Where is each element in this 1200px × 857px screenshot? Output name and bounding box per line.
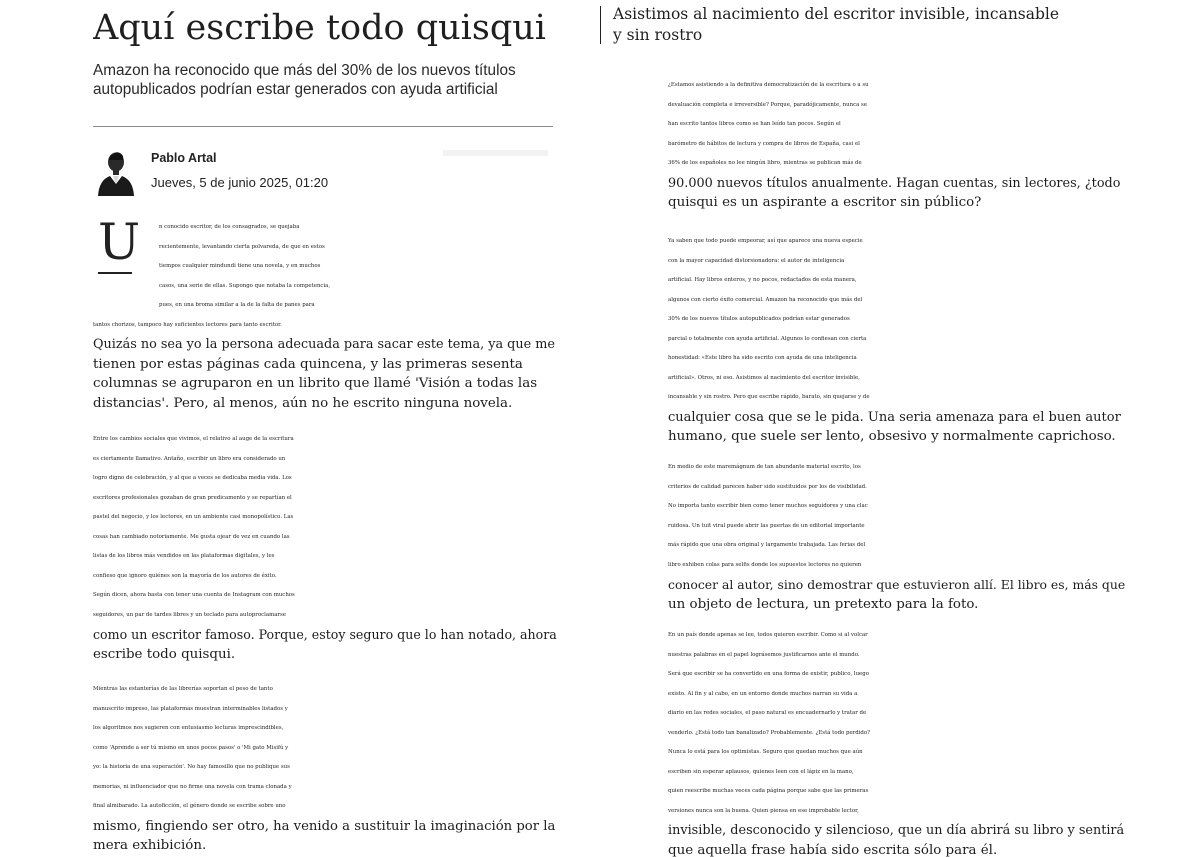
text-line: es ciertamente llamativo. Antaño, escribir un libro era considerado un [93, 455, 286, 462]
text-line: escriben sin esperar aplausos, quienes leen con el lápiz en la mano, [668, 768, 854, 775]
text-line: cosas han cambiado notoriamente. Me gusta ojear de vez en cuando las [93, 533, 290, 540]
text-line: nuestras palabras en el papel lográsemos justificarnos ante el mundo. [668, 651, 860, 658]
text-line: Entre los cambios sociales que vivimos, el relativo al auge de la escritura [93, 436, 294, 442]
text-line: escribe todo quisqui. [93, 646, 236, 662]
text-line: casos, una serie de ellas. Supongo que notaba la competencia, [159, 282, 331, 289]
text-line: barómetro de hábitos de lectura y compra de libros de España, casi el [668, 140, 860, 147]
text-line: artificial. Hay libros enteros, y no pocos, redactados de esta manera, [668, 277, 857, 283]
text-line: Mientras las estanterías de las librerías soportan el peso de tanto [93, 686, 273, 692]
text-line: un objeto de lectura, un pretexto para la foto. [668, 596, 979, 612]
text-line: 36% de los españoles no lee ningún libro, mientras se publican más de [668, 160, 862, 166]
text-line: Ya saben que todo puede empeorar, así que aparece una nueva especie [668, 238, 863, 244]
left-column [93, 0, 561, 857]
paragraph-3 [93, 680, 555, 856]
text-line: memorias, ni influenciador que no firme una novela con trama clonada y [93, 783, 292, 790]
text-line: En un país donde apenas se lee, todos quieren escribir. Como si al volcar [668, 632, 868, 638]
text-line: incansable y sin rostro. Pero que escribe rápido, barato, sin quejarse y de [668, 394, 870, 400]
text-line: más rápido que una obra original y largamente trabajada. Las ferias del [668, 542, 866, 548]
text-line: escritores profesionales gozaban de gran predicamento y se repartían el [93, 494, 292, 501]
text-line: yo: la historia de una superación'. No hay famosillo que no publique sus [93, 764, 290, 770]
pull-quote-line: Asistimos al nacimiento del escritor invisible, incansable [613, 5, 1060, 23]
text-line: quisqui es un aspirante a escritor sin público? [668, 195, 982, 210]
right-column [668, 0, 1128, 857]
text-line: tienen por estas páginas cada quincena, y las primeras sesenta [93, 356, 523, 372]
text-line: final almibarado. La autoficción, el género donde se escribe sobre uno [93, 803, 286, 809]
text-line: Quizás no sea yo la persona adecuada para sacar este tema, ya que me [93, 337, 555, 352]
text-line: logro digno de celebración, y al que a veces se dedicaba media vida. Los [93, 475, 292, 481]
text-line: como un escritor famoso. Porque, estoy seguro que lo han notado, ahora [93, 627, 557, 642]
text-line: cualquier cosa que se le pida. Una seria amenaza para el buen autor [668, 409, 1121, 425]
text-line: que aquella frase había sido escrita sólo para él. [668, 842, 998, 857]
text-line: confieso que ignoro quiénes son la mayoría de los autores de éxito. [93, 572, 277, 579]
text-line: pastel del negocio, y los lectores, en un ambiente casi monopolístico. Las [93, 514, 294, 520]
text-line: mera exhibición. [93, 838, 207, 853]
text-line: Según dicen, ahora basta con tener una cuenta de Instagram con muchos [93, 592, 295, 598]
page-title: Aquí escribe todo quisqui [93, 8, 546, 48]
pull-quote-line: y sin rostro [613, 26, 703, 44]
text-line: distancias'. Pero, al menos, aún no he escrito ninguna novela. [93, 395, 513, 411]
text-line: recientemente, levantando cierta polvareda, de que en estos [159, 243, 325, 250]
paragraph-1 [93, 218, 555, 413]
text-line: listas de los libros más vendidos en las plataformas digitales, y les [93, 553, 275, 559]
text-line: invisible, desconocido y silencioso, que un día abrirá su libro y sentirá [668, 823, 1125, 838]
text-line: artificial». Otros, ni eso. Asistimos al nacimiento del escritor invisible, [668, 374, 860, 381]
avatar[interactable] [96, 150, 136, 196]
text-line: conocer al autor, sino demostrar que estuvieron allí. El libro es, más que [668, 577, 1126, 592]
text-line: han escrito tantos libros como se han leído tan pocos. Según el [668, 121, 841, 127]
text-line: n conocido escritor, de los consagrados, se quejaba [159, 224, 300, 230]
text-line: los algoritmos nos sugieren con entusiasmo lecturas imprescindibles, [93, 725, 284, 731]
text-line: humano, que suele ser lento, obsesivo y normalmente caprichoso. [668, 429, 1116, 444]
text-line: 90.000 nuevos títulos anualmente. Hagan cuentas, sin lectores, ¿todo [668, 175, 1121, 191]
pull-quote-bar [600, 6, 601, 44]
faint-divider [443, 150, 548, 156]
text-line: Será que escribir se ha convertido en una forma de existir, publico, luego [668, 671, 869, 677]
publish-date: Jueves, 5 de junio 2025, 01:20 [151, 175, 329, 190]
text-line: tantos chorizos, tampoco hay suficientes lectores para tanto escritor. [93, 321, 282, 328]
text-line: mismo, fingiendo ser otro, ha venido a sustituir la imaginación por la [93, 818, 556, 834]
divider [93, 126, 553, 127]
subheadline: Amazon ha reconocido que más del 30% de los nuevos títulos autopublicados podrían estar generados con ayuda artificial [93, 62, 516, 98]
paragraph-6 [668, 458, 1125, 614]
paragraph-7 [668, 626, 1124, 857]
text-line: como 'Aprende a ser tú mismo en unos pocos pasos' o 'Mi gato Misifú y [93, 744, 289, 751]
text-line: devaluación completa e irreversible? Porque, paradójicamente, nunca se [668, 101, 867, 108]
text-line: ¿Estamos asistiendo a la definitiva democratización de la escritura o a su [668, 82, 869, 88]
text-line: tiempos cualquier mindundi tiene una novela, y en muchos [159, 263, 321, 269]
text-line: honestidad: «Este libro ha sido escrito con ayuda de una inteligencia [668, 355, 857, 361]
text-line: 30% de los nuevos títulos autopublicados podrían estar generados [668, 316, 850, 322]
text-line: versiones nunca son la buena. Quien piensa en ese improbable lector, [668, 807, 859, 814]
text-line: pues, en una broma similar a la de la falta de panes para [159, 302, 315, 308]
text-line: parcial o totalmente con ayuda artificial. Algunos lo confiesan con cierta [668, 335, 867, 342]
text-line: seguidores, un par de tardes libres y un teclado para autoproclamarse [93, 611, 286, 618]
text-line: En medio de este maremágnum de tan abundante material escrito, los [668, 464, 861, 470]
text-line: No importa tanto escribir bien como tener muchos seguidores y una clac [668, 503, 868, 509]
author-name[interactable]: Pablo Artal [151, 151, 217, 165]
text-line: con la mayor capacidad distorsionadora: el autor de inteligencia [668, 257, 845, 264]
text-line: manuscrito impreso, las plataformas muestran interminables listados y [93, 705, 288, 712]
text-line: Nunca lo está para los optimistas. Seguro que quedan muchos que aún [668, 749, 863, 755]
drop-cap: U [98, 213, 141, 271]
text-line: venderlo. ¿Está todo tan banalizado? Probablemente. ¿Está todo perdido? [668, 729, 870, 736]
text-line: quien reescribe muchas veces cada página porque sabe que las primeras [668, 788, 869, 794]
text-line: columnas se agruparon en un librito que llamé 'Visión a todas las [93, 376, 538, 391]
text-line: diario en las redes sociales, el paso natural es encuadernarlo y tratar de [668, 710, 867, 716]
text-line: ruidosa. Un tuit viral puede abrir las puertas de un editorial importante [668, 522, 865, 529]
paragraph-5 [668, 232, 1121, 447]
text-line: existo. Al fin y al cabo, en un entorno donde muchos narran su vida a [668, 690, 858, 697]
paragraph-2 [93, 430, 557, 664]
text-line: libro exhiben colas para selfis donde los supuestos lectores no quieren [668, 561, 862, 568]
paragraph-4 [668, 76, 1120, 213]
text-line: criterios de calidad parecen haber sido sustituidos por los de visibilidad. [668, 483, 867, 490]
text-line: algunos con cierto éxito comercial. Amazon ha reconocido que más del [668, 296, 863, 303]
